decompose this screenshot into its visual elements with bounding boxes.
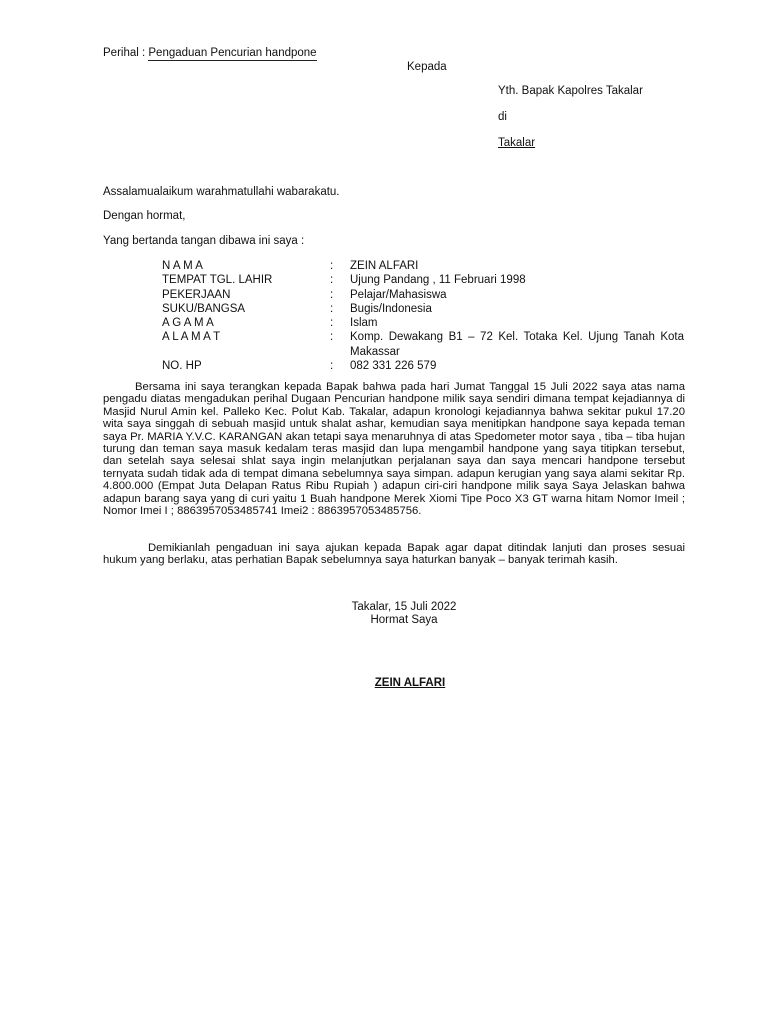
intro-line: Yang bertanda tangan dibawa ini saya : bbox=[103, 235, 305, 247]
identity-row-agama bbox=[162, 316, 684, 330]
place-date: Takalar, 15 Juli 2022 bbox=[351, 601, 457, 613]
identity-value: Ujung Pandang , 11 Februari 1998 bbox=[350, 274, 526, 287]
identity-row-ttl bbox=[162, 273, 684, 287]
identity-colon: : bbox=[330, 317, 334, 330]
identity-value: Pelajar/Mahasiswa bbox=[350, 288, 447, 301]
identity-colon: : bbox=[330, 288, 334, 301]
identity-label: TEMPAT TGL. LAHIR bbox=[162, 274, 273, 287]
identity-value: 082 331 226 579 bbox=[350, 360, 437, 373]
signer-name: ZEIN ALFARI bbox=[374, 677, 446, 689]
identity-label: A G A M A bbox=[162, 317, 214, 330]
identity-colon: : bbox=[330, 331, 334, 344]
perihal-value: Pengaduan Pencurian handpone bbox=[148, 47, 317, 59]
closing-hormat: Hormat Saya bbox=[370, 614, 438, 626]
identity-value: ZEIN ALFARI bbox=[350, 260, 419, 272]
kepada-label: Kepada bbox=[407, 61, 447, 73]
identity-table bbox=[162, 259, 684, 373]
identity-row-nama bbox=[162, 259, 684, 273]
recipient-title: Yth. Bapak Kapolres Takalar bbox=[498, 85, 643, 97]
perihal-label: Perihal : bbox=[103, 47, 146, 59]
identity-row-suku bbox=[162, 302, 684, 316]
salutation: Dengan hormat, bbox=[103, 210, 186, 222]
recipient-di: di bbox=[498, 111, 507, 123]
body-paragraph-2: Demikianlah pengaduan ini saya ajukan kepada Bapak agar dapat ditindak lanjuti dan proses sesuai hukum yang berlaku, atas perhatian Bapak sebelumnya saya haturkan banyak – banyak terimah kasih. bbox=[103, 542, 685, 567]
identity-label: PEKERJAAN bbox=[162, 288, 231, 301]
identity-value: Komp. Dewakang B1 – 72 Kel. Totaka Kel. Ujung Tanah Kota Makassar bbox=[350, 331, 684, 358]
identity-colon: : bbox=[330, 260, 334, 272]
identity-colon: : bbox=[330, 302, 334, 315]
identity-label: NO. HP bbox=[162, 360, 202, 373]
recipient-city: Takalar bbox=[498, 137, 536, 149]
identity-value: Bugis/Indonesia bbox=[350, 302, 432, 315]
identity-label: N A M A bbox=[162, 260, 203, 272]
perihal-line bbox=[103, 46, 317, 60]
identity-value: Islam bbox=[350, 317, 378, 330]
identity-label: SUKU/BANGSA bbox=[162, 302, 246, 315]
identity-row-pekerjaan bbox=[162, 288, 684, 302]
identity-colon: : bbox=[330, 360, 334, 373]
identity-colon: : bbox=[330, 274, 334, 287]
body-paragraph-1: Bersama ini saya terangkan kepada Bapak bahwa pada hari Jumat Tanggal 15 Juli 2022 saya atas nama pengadu diatas mengadukan perihal Dugaan Pencurian handpone milik saya sendiri dimana tempat kejadiannya di Masjid Nurul Amin kel. Palleko Kec. Polut Kab. Takalar, adapun kronologi kejadiannya bahwa sekitar pukul 17.20 wita saya singgah di sebuah masjid untuk shalat ashar, kemudian saya menitipkan handpone saya kepada teman saya Pr. MARIA Y.V.C. KARANGAN akan tetapi saya menaruhnya di atas Spedometer motor saya , tiba – tiba hujan turung dan teman saya masuk kedalam teras masjid dan lupa mengambil handpone yang saya titipkan tersebut, dan setelah saya selesai shlat saya ingin melanjutkan perjalanan saya dan saya mencari handpone tersebut ternyata sudah tidak ada di tempat dimana sebelumnya saya simpan. adapun kerugian yang saya alami sekitar Rp. 4.800.000 (Empat Juta Delapan Ratus Ribu Rupiah ) adapun ciri-ciri handpone milik saya Saya Jelaskan bahwa adapun barang saya yang di curi yaitu 1 Buah handpone Merek Xiomi Tipe Poco X3 GT warna hitam Nomor Imeil ; Nomor Imei I ; 8863957053485741 Imei2 : 8863957053485756. bbox=[103, 381, 685, 518]
greeting: Assalamualaikum warahmatullahi wabarakatu. bbox=[103, 186, 340, 198]
identity-row-alamat bbox=[162, 330, 684, 359]
identity-row-hp bbox=[162, 359, 684, 373]
identity-label: A L A M A T bbox=[162, 331, 221, 344]
